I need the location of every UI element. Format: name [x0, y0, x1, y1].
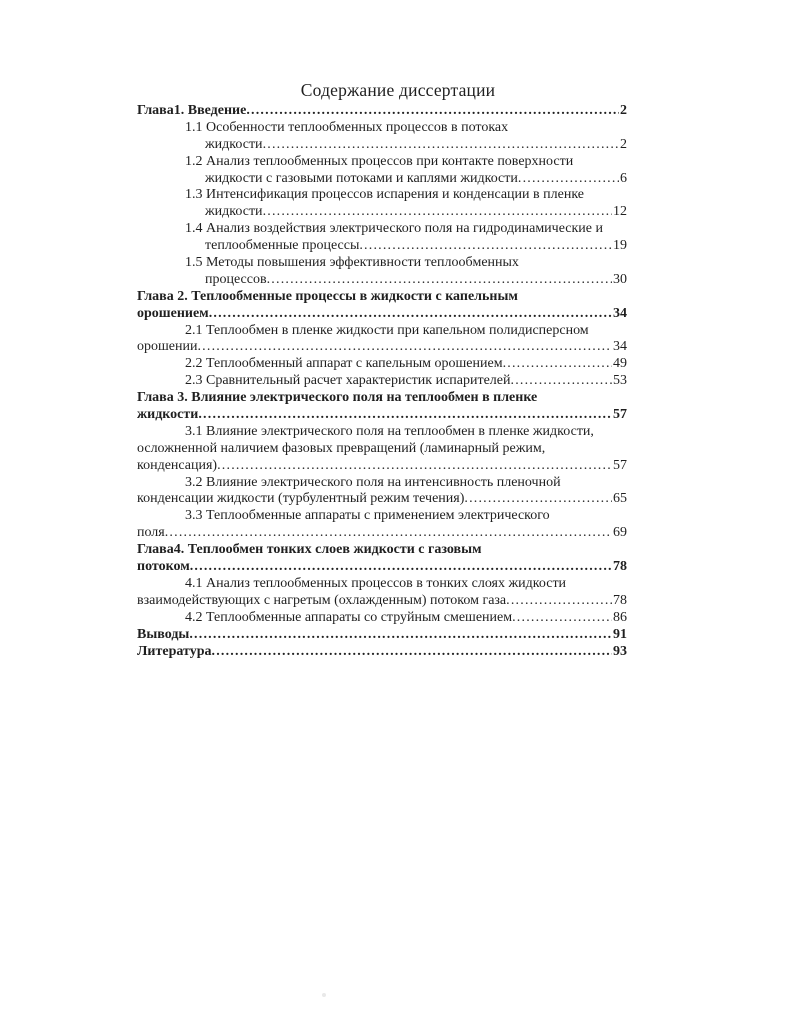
toc-entry-text: потоком [137, 559, 190, 575]
toc-entry-text: взаимодействующих с нагретым (охлажденным) потоком газа [137, 592, 507, 608]
toc-entry-text: 4.1 Анализ теплообменных процессов в тонких слоях жидкости [185, 575, 567, 591]
scan-artifact-dot [322, 993, 326, 997]
toc-page-number: 49 [613, 356, 627, 372]
toc-entry-text: Литература [137, 643, 212, 659]
toc-entry-text: Глава4. Теплообмен тонких слоев жидкости с газовым [137, 542, 482, 558]
toc-page-number: 53 [613, 373, 627, 389]
toc-line [137, 441, 627, 458]
toc-line [137, 187, 627, 204]
toc-page-number: 78 [613, 559, 627, 575]
toc-line [137, 356, 627, 373]
toc-entry-text: 1.5 Методы повышения эффективности теплообменных [185, 255, 519, 271]
toc-entry-text: 1.4 Анализ воздействия электрического поля на гидродинамические и [185, 221, 603, 237]
toc-line [137, 323, 627, 340]
toc-entry-text: 1.3 Интенсификация процессов испарения и конденсации в пленке [185, 187, 584, 203]
toc-entry-text: жидкости с газовыми потоками и каплями жидкости [205, 170, 518, 186]
toc-line [137, 103, 627, 120]
toc-line [137, 593, 627, 610]
dot-leader [263, 137, 619, 154]
toc-line [137, 424, 627, 441]
toc-line [137, 610, 627, 627]
toc-entry-text: орошением [137, 305, 209, 321]
dot-leader [503, 356, 612, 373]
toc-entry-text: 4.2 Теплообменные аппараты со струйным смешением [185, 609, 513, 625]
toc-page-number: 93 [613, 643, 627, 659]
toc-line [137, 525, 627, 542]
toc-line [137, 154, 627, 171]
toc-content-block [137, 80, 627, 660]
toc-page-number: 19 [613, 238, 627, 254]
toc-entry-text: жидкости [205, 204, 263, 220]
toc-entry-text: Глава1. Введение [137, 103, 247, 118]
toc-page-number: 6 [620, 170, 627, 186]
toc-entry-text: 2.3 Сравнительный расчет характеристик испарителей [185, 373, 511, 389]
toc-entry-text: 2.2 Теплообменный аппарат с капельным орошением [185, 356, 503, 372]
toc-line [137, 491, 627, 508]
toc-page-number: 78 [613, 592, 627, 608]
toc-line [137, 475, 627, 492]
toc-entry-text: жидкости [137, 407, 199, 423]
toc-line [137, 339, 627, 356]
toc-entry-text: конденсации жидкости (турбулентный режим течения) [137, 491, 465, 507]
toc-page-number: 2 [620, 103, 627, 118]
dot-leader [518, 171, 619, 188]
toc-line [137, 221, 627, 238]
dot-leader [267, 272, 612, 289]
toc-line [137, 458, 627, 475]
toc-entry-text: поля [137, 525, 165, 541]
toc-entry-text: 3.2 Влияние электрического поля на интенсивность пленочной [185, 474, 561, 490]
toc-entry-text: теплообменные процессы [205, 238, 360, 254]
toc-page-number: 2 [620, 136, 627, 152]
toc-line [137, 627, 627, 644]
toc-entry-text: 1.1 Особенности теплообменных процессов в потоках [185, 119, 509, 135]
toc-page-number: 34 [613, 305, 627, 321]
dot-leader [511, 373, 613, 390]
toc-entry-text: осложненной наличием фазовых превращений (ламинарный режим, [137, 440, 546, 456]
toc-entry-text: конденсация) [137, 457, 218, 473]
toc-list [137, 103, 627, 660]
toc-entry-text: Глава 2. Теплообменные процессы в жидкости с капельным [137, 288, 518, 304]
toc-line [137, 137, 627, 154]
toc-page-number: 12 [613, 204, 627, 220]
toc-entry-text: процессов [205, 271, 267, 287]
toc-line [137, 289, 627, 306]
toc-entry-text: орошении [137, 339, 198, 355]
toc-line [137, 255, 627, 272]
toc-line [137, 407, 627, 424]
toc-line [137, 508, 627, 525]
toc-entry-text: Глава 3. Влияние электрического поля на теплообмен в пленке [137, 390, 538, 406]
toc-page-number: 86 [613, 609, 627, 625]
toc-entry-text: 1.2 Анализ теплообменных процессов при контакте поверхности [185, 153, 574, 169]
dot-leader [246, 103, 619, 120]
toc-page-number: 91 [613, 626, 627, 642]
toc-page-number: 65 [613, 491, 627, 507]
toc-line [137, 204, 627, 221]
dot-leader [263, 204, 612, 221]
toc-line [137, 272, 627, 289]
dot-leader [198, 407, 612, 424]
dot-leader [209, 306, 612, 323]
dot-leader [512, 610, 612, 627]
dot-leader [189, 627, 612, 644]
toc-page-number: 57 [613, 457, 627, 473]
toc-line [137, 238, 627, 255]
toc-entry-text: 2.1 Теплообмен в пленке жидкости при капельном полидисперсном [185, 322, 589, 338]
toc-page-number: 34 [613, 339, 627, 355]
toc-line [137, 171, 627, 188]
toc-entry-text: Выводы [137, 626, 190, 642]
toc-entry-text: жидкости [205, 136, 263, 152]
dot-leader [464, 491, 612, 508]
dot-leader [212, 644, 613, 661]
dot-leader [165, 525, 612, 542]
dot-leader [506, 593, 612, 610]
toc-entry-text: 3.1 Влияние электрического поля на теплообмен в пленке жидкости, [185, 423, 594, 439]
toc-line [137, 559, 627, 576]
toc-page-number: 30 [613, 271, 627, 287]
toc-line [137, 120, 627, 137]
toc-line [137, 390, 627, 407]
page-title: Содержание диссертации [300, 80, 496, 100]
toc-page-number: 69 [613, 525, 627, 541]
toc-page-number: 57 [613, 407, 627, 423]
toc-line [137, 576, 627, 593]
toc-line [137, 542, 627, 559]
toc-entry-text: 3.3 Теплообменные аппараты с применением электрического [185, 508, 550, 524]
toc-line [137, 306, 627, 323]
dot-leader [217, 458, 612, 475]
toc-line [137, 644, 627, 661]
dot-leader [197, 339, 612, 356]
dot-leader [190, 559, 612, 576]
toc-line [137, 373, 627, 390]
dot-leader [359, 238, 612, 255]
